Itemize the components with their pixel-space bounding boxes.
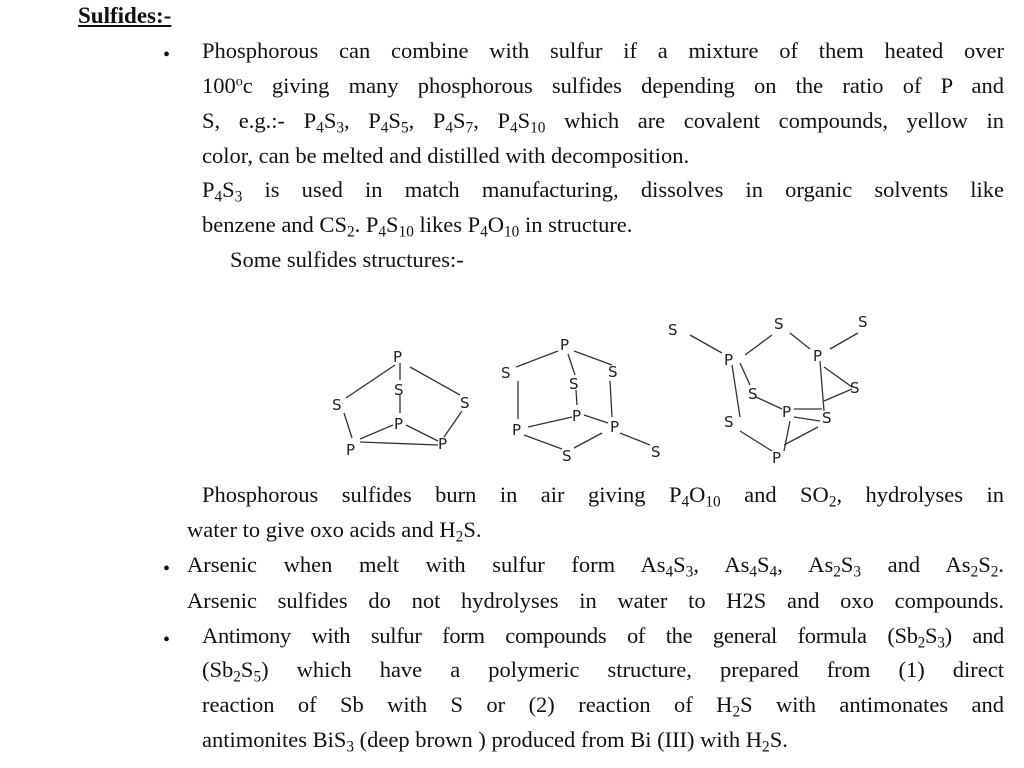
atom-s: S: [668, 321, 678, 339]
atom-s: S: [569, 375, 579, 393]
b3-line-1: Antimony with sulfur form compounds of the general formula $(Sb_2S_3)$ and: [202, 623, 1004, 652]
bullet-marker: •: [163, 44, 171, 66]
atom-p: P: [772, 449, 782, 467]
atom-s: S: [651, 443, 661, 461]
atom-p: P: [393, 348, 403, 366]
bullet-marker: •: [163, 558, 171, 580]
structure-p4s3: [332, 348, 470, 459]
b1-line-2: 100$^o$c giving many phosphorous sulfides depending on the ratio of P and: [202, 73, 1004, 98]
b1-line-7: Some sulfides structures:-: [230, 247, 464, 272]
b1-line-1: Phosphorous can combine with sulfur if a mixture of them heated over: [202, 38, 1004, 63]
b2-line-1: Arsenic when melt with sulfur form $As_4S_3$, $As_4S_4$, $As_2S_3$ and $As_2S_2$.: [187, 552, 1005, 581]
atom-p: P: [394, 415, 404, 433]
atom-p: P: [610, 418, 620, 436]
atom-p: P: [813, 347, 823, 365]
b3-line-2: $(Sb_2S_5)$ which have a polymeric structure, prepared from (1) direct: [202, 657, 1004, 686]
atom-s: S: [822, 409, 832, 427]
b1-line-5: $P_4S_3$ is used in match manufacturing, dissolves in organic solvents like: [202, 177, 1004, 206]
b3-line-4: antimonites BiS$_3$ (deep brown ) produced from Bi (III) with $H_2S$.: [202, 727, 788, 756]
atom-p: P: [438, 435, 448, 453]
b1-line-6: benzene and $CS_2$. $P_4S_{10}$ likes $P_4O_{10}$ in structure.: [202, 212, 633, 241]
atom-s: S: [394, 381, 404, 399]
structure-p4s5: [501, 336, 661, 465]
b1-line-3: S, e.g.:- $P_4S_3$, $P_4S_5$, $P_4S_7$, $P_4S_{10}$ which are covalent compounds, yellow in: [202, 108, 1005, 137]
atom-s: S: [501, 364, 511, 382]
sulfide-structures-diagram: [320, 305, 880, 470]
bullet-marker: •: [163, 629, 171, 651]
after-line-1: Phosphorous sulfides burn in air giving $P_4O_{10}$ and $SO_2$, hydrolyses in: [202, 482, 1004, 511]
atom-s: S: [748, 385, 758, 403]
atom-p: P: [782, 403, 792, 421]
atom-s: S: [774, 315, 784, 333]
atom-p: P: [512, 421, 522, 439]
atom-s: S: [850, 379, 860, 397]
atom-s: S: [724, 413, 734, 431]
atom-s: S: [332, 396, 342, 414]
after-line-2: water to give oxo acids and $H_2S$.: [187, 517, 482, 546]
atom-p: P: [346, 441, 356, 459]
atom-s: S: [858, 313, 868, 331]
atom-p: P: [572, 407, 582, 425]
atom-p: P: [560, 336, 570, 354]
atom-s: S: [562, 447, 572, 465]
section-heading: Sulfides:-: [78, 3, 172, 28]
b2-line-2: Arsenic sulfides do not hydrolyses in water to H2S and oxo compounds.: [187, 588, 1004, 613]
atom-s: S: [608, 363, 618, 381]
b3-line-3: reaction of Sb with S or (2) reaction of $H_2S$ with antimonates and: [202, 692, 1004, 721]
b1-line-4: color, can be melted and distilled with decomposition.: [202, 143, 690, 168]
atom-p: P: [724, 351, 734, 369]
structure-p4s7: [668, 313, 868, 467]
atom-s: S: [460, 394, 470, 412]
